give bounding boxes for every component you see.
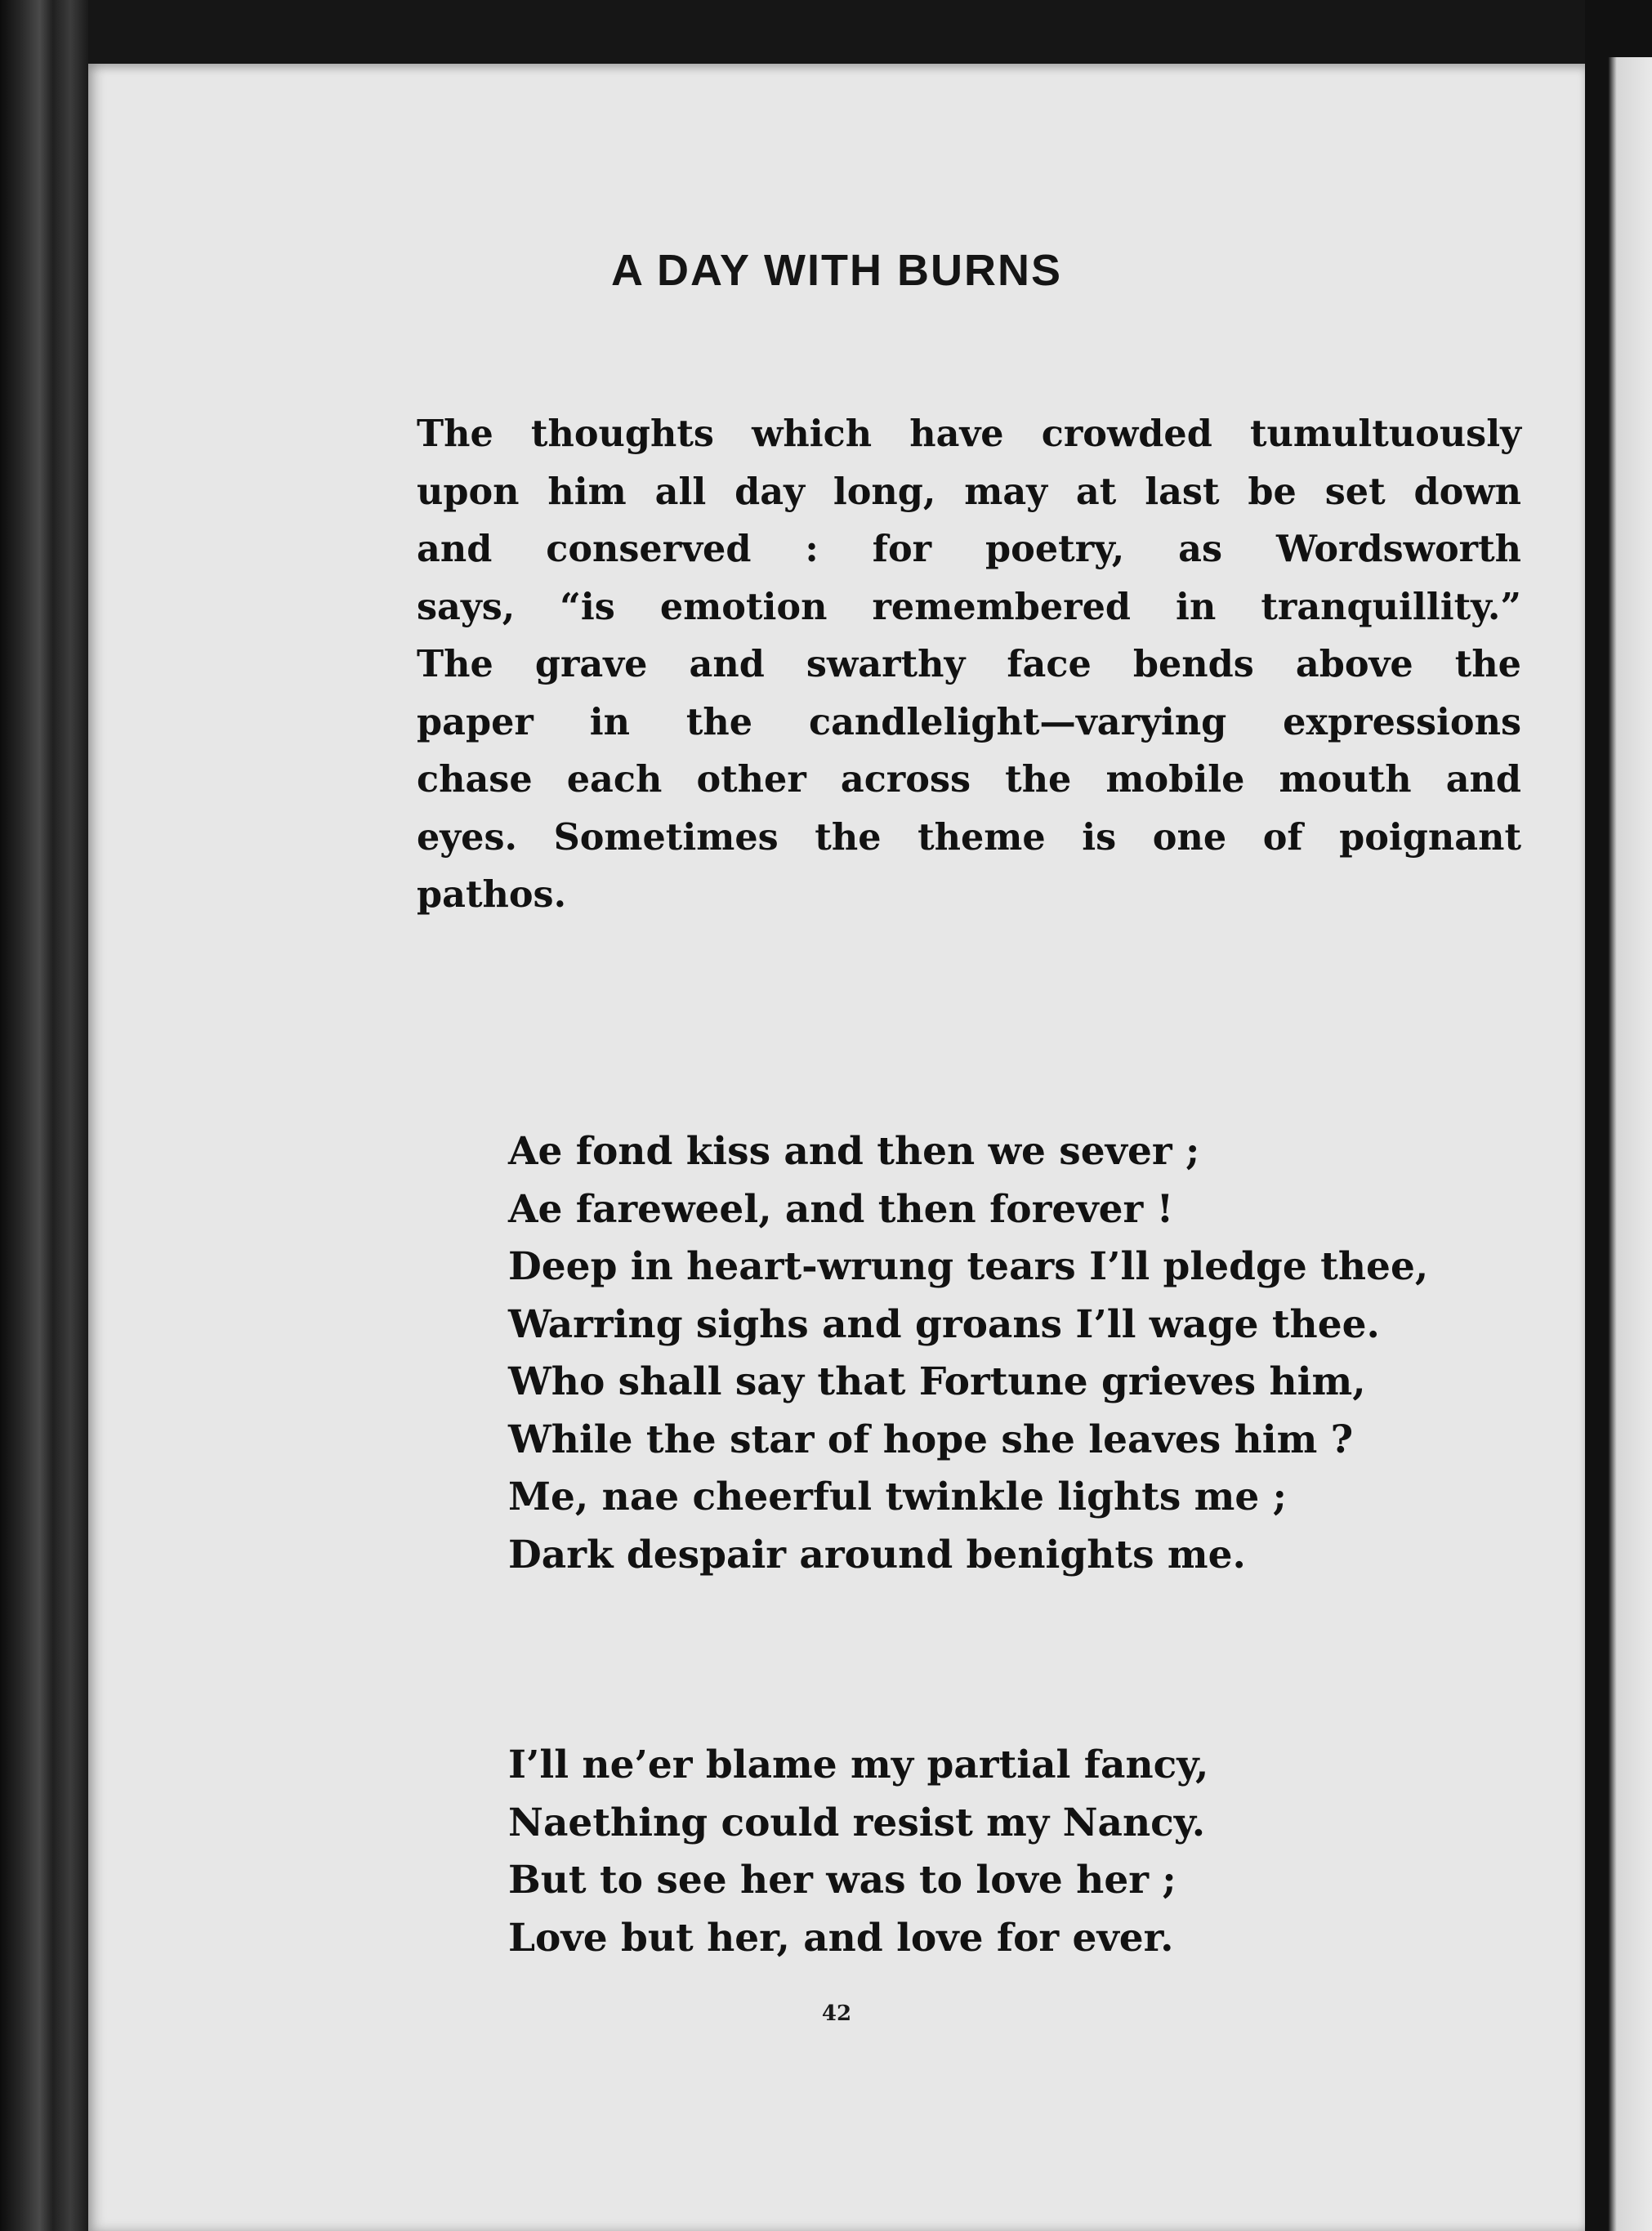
prose-line: eyes. Sometimes the theme is one of poignant bbox=[417, 815, 1521, 859]
verse-stanza-1 bbox=[508, 1123, 1570, 1584]
prose-line: The thoughts which have crowded tumultuously bbox=[417, 413, 1521, 455]
page-number: 42 bbox=[821, 2001, 852, 2026]
prose-line: paper in the candlelight—varying expressions bbox=[417, 700, 1521, 743]
facing-page-edge bbox=[1608, 57, 1652, 2231]
prose-line: says, “is emotion remembered in tranquillity.” bbox=[417, 585, 1521, 628]
verse-line: I’ll ne’er blame my partial fancy, bbox=[508, 1742, 1209, 1787]
prose-line: and conserved : for poetry, as Wordsworth bbox=[417, 528, 1521, 570]
verse-line: But to see her was to love her ; bbox=[508, 1858, 1176, 1903]
prose-line: chase each other across the mobile mouth and bbox=[417, 758, 1521, 801]
verse-line: Deep in heart-wrung tears I’ll pledge thee, bbox=[508, 1244, 1429, 1289]
verse-line: Love but her, and love for ever. bbox=[508, 1915, 1174, 1961]
verse-line: Naething could resist my Nancy. bbox=[508, 1800, 1206, 1845]
verse-stanza-2 bbox=[508, 1737, 1570, 1967]
verse-line: Dark despair around benights me. bbox=[508, 1532, 1246, 1577]
prose-line: The grave and swarthy face bends above the bbox=[417, 643, 1521, 685]
verse-line: Warring sighs and groans I’ll wage thee. bbox=[508, 1301, 1380, 1347]
prose-paragraph bbox=[417, 405, 1521, 924]
verse-line: Ae fond kiss and then we sever ; bbox=[508, 1129, 1200, 1174]
prose-line: pathos. bbox=[417, 873, 567, 916]
book-binding bbox=[0, 0, 88, 2231]
verse-line: Me, nae cheerful twinkle lights me ; bbox=[508, 1475, 1288, 1519]
verse-line: While the star of hope she leaves him ? bbox=[508, 1417, 1354, 1462]
verse-line: Ae fareweel, and then forever ! bbox=[508, 1186, 1174, 1232]
prose-line: upon him all day long, may at last be set down bbox=[417, 470, 1521, 513]
book-page bbox=[88, 64, 1585, 2231]
verse-line: Who shall say that Fortune grieves him, bbox=[508, 1359, 1366, 1404]
running-head: A DAY WITH BURNS bbox=[610, 246, 1063, 295]
